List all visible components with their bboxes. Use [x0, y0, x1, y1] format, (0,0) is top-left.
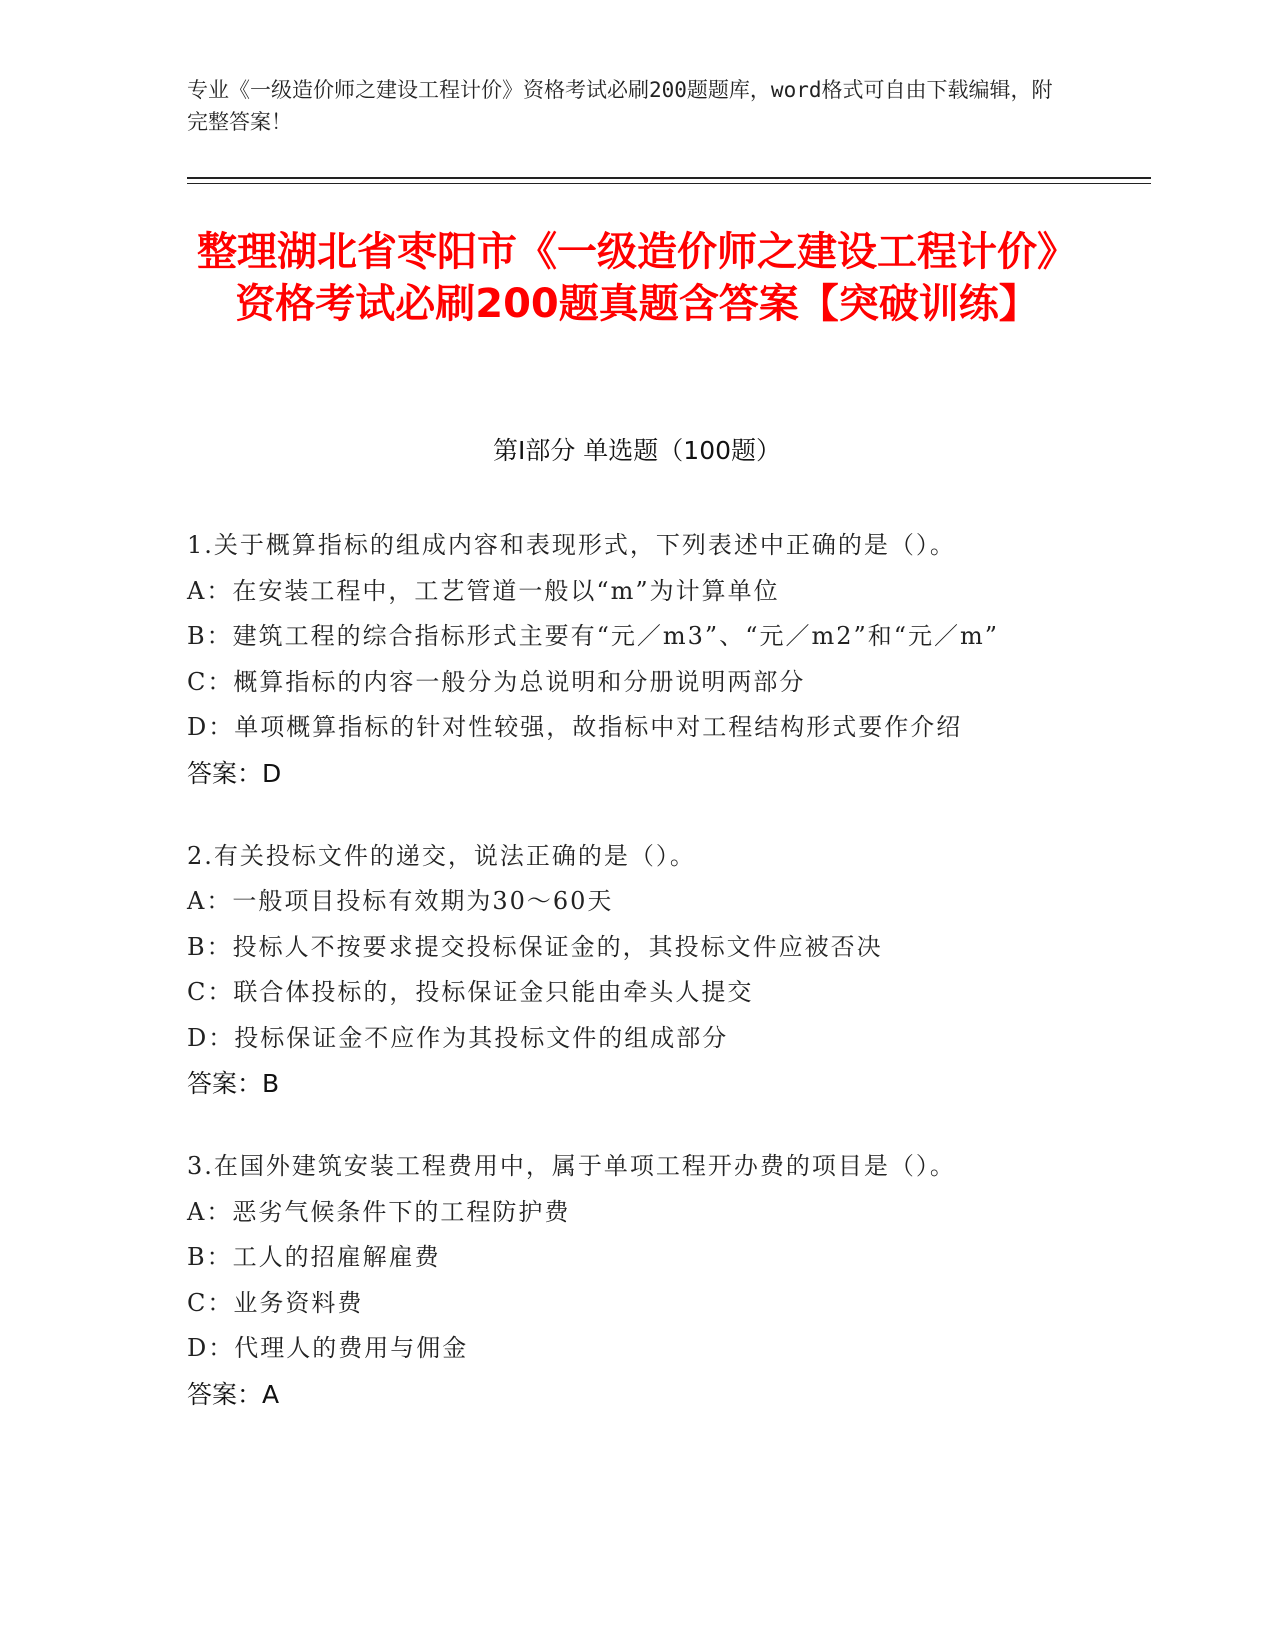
option-b: B：工人的招雇解雇费	[187, 1243, 441, 1271]
answer: 答案：B	[187, 1069, 280, 1098]
question-stem: 1.关于概算指标的组成内容和表现形式，下列表述中正确的是（）。	[187, 531, 956, 559]
option-b: B：建筑工程的综合指标形式主要有“元／m3”、“元／m2”和“元／m”	[187, 622, 1000, 650]
question-2	[187, 834, 1067, 1107]
header-note: 专业《一级造价师之建设工程计价》资格考试必刷200题题库，word格式可自由下载编辑，附完整答案！	[187, 78, 1053, 134]
answer: 答案：A	[187, 1379, 280, 1409]
option-a: A：恶劣气候条件下的工程防护费	[187, 1197, 571, 1226]
question-stem: 3.在国外建筑安装工程费用中，属于单项工程开办费的项目是（）。	[187, 1152, 956, 1180]
question-1	[187, 523, 1067, 796]
document-title: 整理湖北省枣阳市《一级造价师之建设工程计价》资格考试必刷200题真题含答案【突破训练】	[197, 229, 1077, 327]
option-c: C：联合体投标的，投标保证金只能由牵头人提交	[187, 978, 754, 1006]
option-d: D：单项概算指标的针对性较强，故指标中对工程结构形式要作介绍	[187, 713, 963, 741]
header-divider-thin	[187, 183, 1151, 184]
option-d: D：投标保证金不应作为其投标文件的组成部分	[187, 1023, 729, 1052]
answer: 答案：D	[187, 758, 282, 788]
option-a: A：一般项目投标有效期为30～60天	[187, 887, 614, 915]
option-c: C：概算指标的内容一般分为总说明和分册说明两部分	[187, 667, 806, 696]
question-stem: 2.有关投标文件的递交，说法正确的是（）。	[187, 841, 696, 870]
option-c: C：业务资料费	[187, 1288, 364, 1317]
question-3	[187, 1144, 1067, 1417]
option-b: B：投标人不按要求提交投标保证金的，其投标文件应被否决	[187, 932, 883, 961]
section-title: 第Ⅰ部分 单选题（100题）	[492, 436, 782, 465]
option-a: A：在安装工程中，工艺管道一般以“m”为计算单位	[187, 576, 780, 605]
option-d: D：代理人的费用与佣金	[187, 1334, 469, 1362]
question-list	[187, 523, 1067, 1455]
header-divider-thick	[187, 177, 1151, 179]
